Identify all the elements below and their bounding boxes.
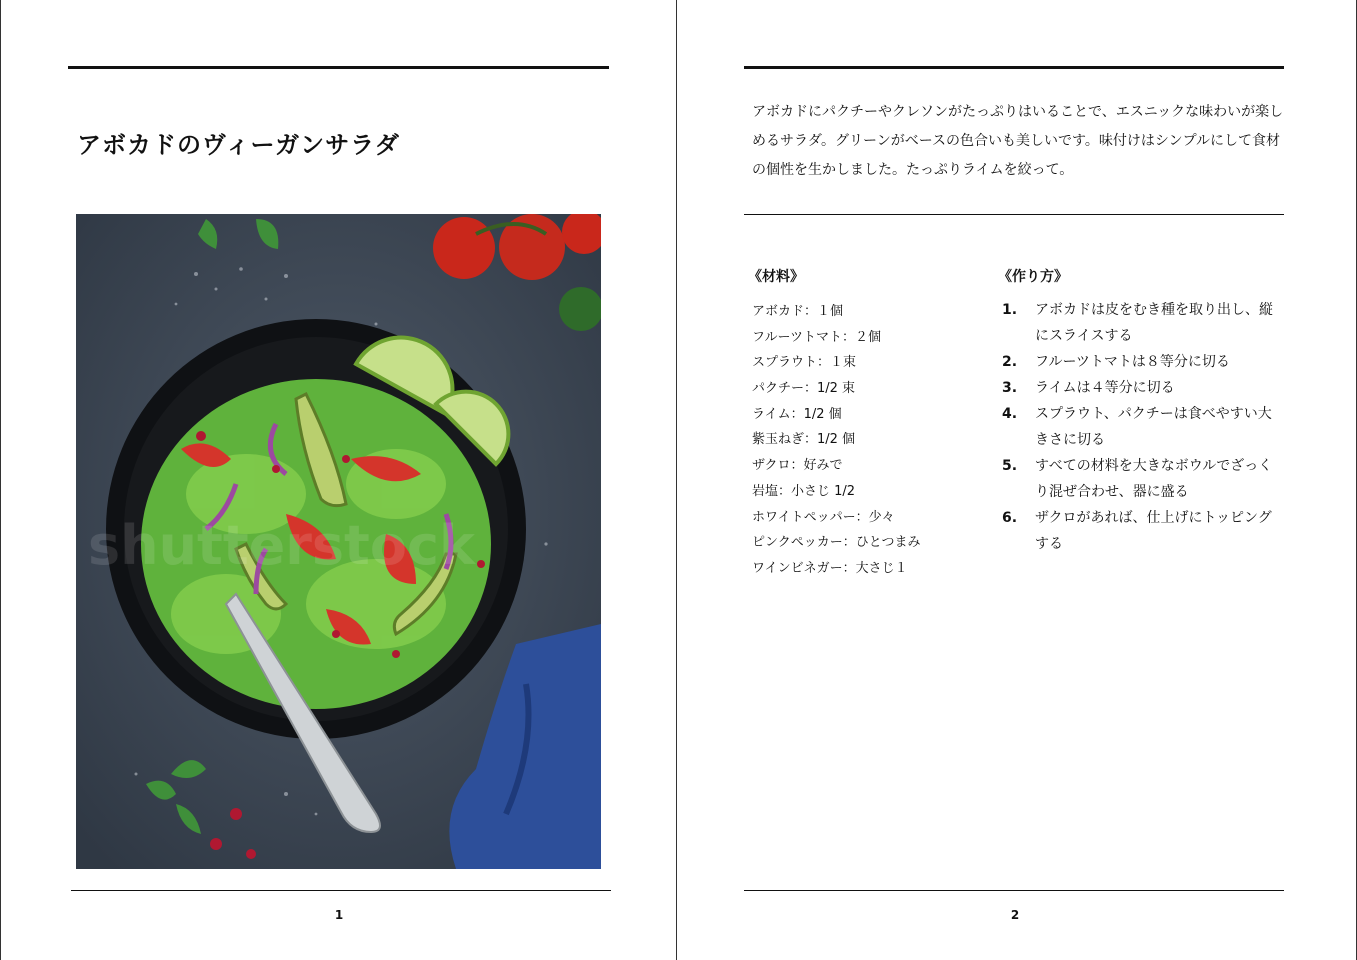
ingredient-item: ピンクペッカー：ひとつまみ	[752, 535, 921, 551]
step-text: フルーツトマトは８等分に切る	[1035, 354, 1230, 370]
recipe-intro: アボカドにパクチーやクレソンがたっぷりはいることで、エスニックな味わいが楽しめるサラダ。グリーンがベースの色合いも美しいです。味付けはシンプルにして食材の個性を生かしました。たっぷりライムを絞って。	[752, 104, 1284, 178]
step-text: ザクロがあれば、仕上げにトッピングする	[1035, 510, 1272, 552]
ingredient-item: フルーツトマト：２個	[752, 329, 881, 345]
ingredient-item: 紫玉ねぎ：1/2 個	[752, 432, 856, 448]
section-divider	[744, 214, 1284, 215]
top-rule	[68, 66, 609, 69]
step-item	[1002, 375, 1292, 401]
step-number: 5.	[1002, 458, 1018, 474]
step-number: 6.	[1002, 510, 1018, 526]
step-number: 4.	[1002, 406, 1018, 422]
top-rule	[744, 66, 1284, 69]
ingredient-item: ザクロ：好みで	[752, 458, 843, 474]
ingredient-item: アボカド：１個	[752, 304, 844, 319]
ingredient-item: 岩塩：小さじ 1/2	[752, 483, 856, 499]
step-text: アボカドは皮をむき種を取り出し、縦にスライスする	[1035, 302, 1273, 344]
photo-watermark: shutterstock	[88, 514, 475, 577]
salad-photo	[76, 214, 601, 869]
bottom-rule	[71, 890, 611, 891]
ingredient-item: パクチー：1/2 束	[752, 381, 856, 397]
steps-heading: 《作り方》	[998, 269, 1068, 285]
page-number: 1	[334, 908, 344, 922]
steps-list	[1002, 297, 1292, 557]
step-item	[1002, 297, 1292, 349]
left-page	[0, 0, 677, 960]
ingredient-item: スプラウト：１束	[752, 355, 857, 371]
step-item	[1002, 401, 1292, 453]
step-number: 3.	[1002, 380, 1018, 396]
step-item	[1002, 505, 1292, 557]
step-item	[1002, 453, 1292, 505]
step-number: 2.	[1002, 354, 1018, 370]
salad-illustration	[76, 214, 601, 869]
ingredient-item: ワインビネガー：大さじ１	[752, 560, 908, 576]
step-item	[1002, 349, 1292, 375]
page-number: 2	[1010, 908, 1020, 922]
ingredients-heading: 《材料》	[748, 269, 804, 285]
bottom-rule	[744, 890, 1284, 891]
ingredient-item: ライム：1/2 個	[752, 406, 842, 422]
ingredient-item: ホワイトペッパー：少々	[752, 509, 895, 525]
step-text: ライムは４等分に切る	[1035, 380, 1175, 396]
step-number: 1.	[1002, 302, 1018, 318]
step-text: すべての材料を大きなボウルでざっくり混ぜ合わせ、器に盛る	[1035, 458, 1273, 500]
ingredients-list	[752, 299, 920, 582]
step-text: スプラウト、パクチーは食べやすい大きさに切る	[1035, 406, 1272, 448]
recipe-title: アボカドのヴィーガンサラダ	[77, 131, 400, 159]
